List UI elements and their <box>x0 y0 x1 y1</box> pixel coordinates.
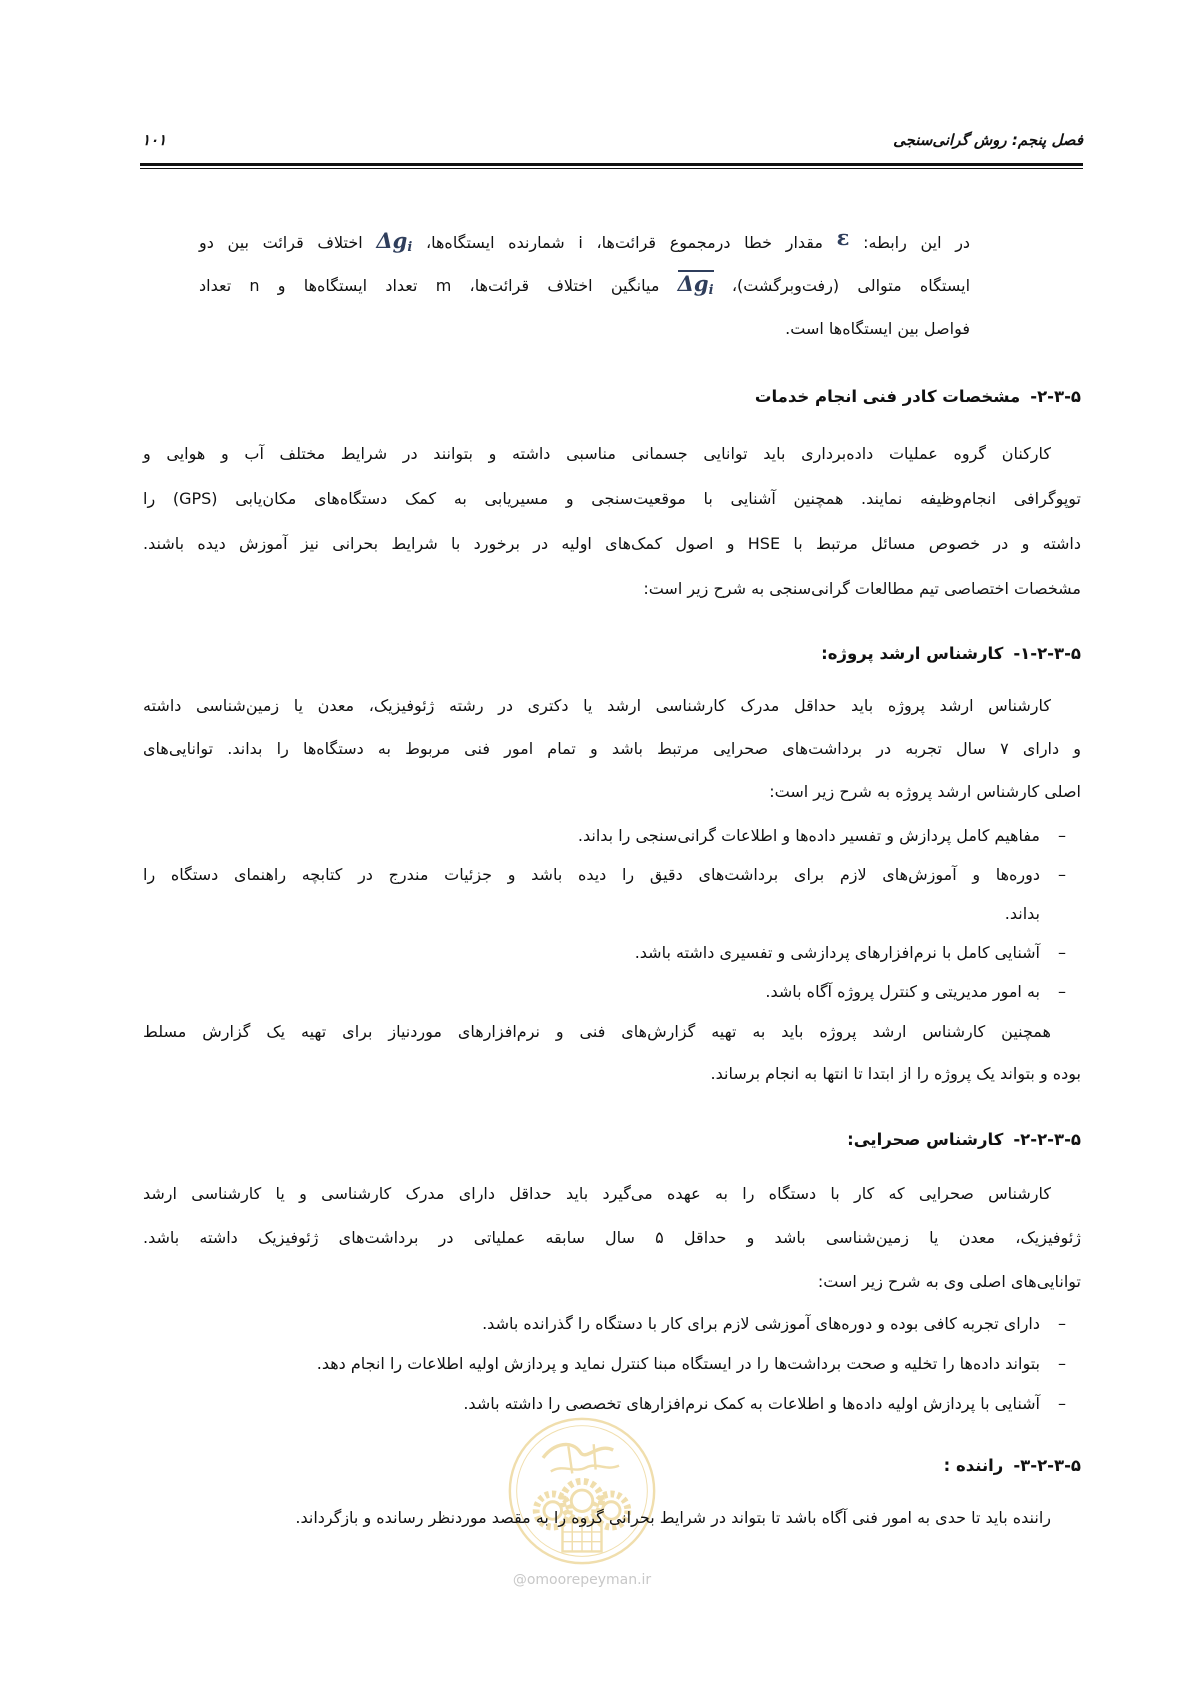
variable-definitions <box>199 221 970 350</box>
body-text <box>143 221 1081 1540</box>
list-item <box>143 1384 1081 1424</box>
paragraph <box>143 431 1081 611</box>
page-number: ۱۰۱ <box>142 131 167 149</box>
paragraph-line: توانایی‌های اصلی وی به شرح زیر است: <box>817 1272 1081 1291</box>
paragraph-line: بوده و بتواند یک پروژه را از ابتدا تا انتها به انجام برساند. <box>710 1064 1081 1083</box>
section-title: کارشناس صحرایی: <box>847 1130 1004 1149</box>
list-item-text: مفاهیم کامل پردازش و تفسیر داده‌ها و اطلاعات گرانی‌سنجی را بداند. <box>577 826 1040 845</box>
variable-i: i <box>578 233 583 252</box>
text-segment: شمارنده ایستگاه‌ها، <box>425 233 565 252</box>
section-heading <box>143 375 1081 419</box>
bullet-list <box>143 1304 1081 1424</box>
section-title: کارشناس ارشد پروژه: <box>821 644 1004 663</box>
list-item <box>143 855 1081 933</box>
delta-g-base: Δg <box>677 271 709 296</box>
variable-m: m <box>435 276 452 295</box>
paragraph-line <box>199 221 970 264</box>
list-item <box>143 933 1081 972</box>
paragraph-line <box>199 264 970 307</box>
paragraph-line: کارشناس صحرایی که کار با دستگاه را به عهده می‌گیرد باید حداقل دارای مدرک کارشناسی و یا کارشناسی ارشد <box>143 1184 1051 1203</box>
list-item-line: دوره‌ها و آموزش‌های لازم برای برداشت‌های دقیق را دیده باشد و جزئیات مندرج در کتابچه راهنمای دستگاه را <box>143 865 1040 884</box>
section-heading <box>143 1444 1081 1488</box>
bullet-dash: – <box>1058 826 1066 845</box>
paragraph-line: راننده باید تا حدی به امور فنی آگاه باشد تا بتواند در شرایط بحرانی گروه را به مقصد موردنظر رسانده و بازگرداند. <box>295 1508 1051 1527</box>
paragraph-line: توپوگرافی انجام‌وظیفه نمایند. همچنین آشنایی با موقعیت‌سنجی و مسیریابی به کمک دستگاه‌های مکان‌یابی (GPS) را <box>143 489 1082 508</box>
watermark-url: @omoorepeyman.ir <box>512 1572 652 1588</box>
paragraph <box>143 1496 1081 1540</box>
section-title: مشخصات کادر فنی انجام خدمات <box>754 387 1021 406</box>
list-item-text: آشنایی با پردازش اولیه داده‌ها و اطلاعات به کمک نرم‌افزارهای تخصصی را داشته باشد. <box>463 1394 1040 1413</box>
list-item-text: آشنایی کامل با نرم‌افزارهای پردازشی و تفسیری داشته باشد. <box>634 943 1040 962</box>
text-segment: مقدار خطا درمجموع قرائت‌ها، <box>596 233 823 252</box>
list-item <box>143 972 1081 1011</box>
paragraph-line: اصلی کارشناس ارشد پروژه به شرح زیر است: <box>769 782 1081 801</box>
text-segment: در این رابطه: <box>863 233 971 252</box>
section-number: ۵-۳-۲-۳- <box>1013 1456 1081 1475</box>
list-item-text <box>143 855 1040 933</box>
paragraph-line: کارکنان گروه عملیات داده‌برداری باید توانایی جسمانی مناسبی داشته و بتوانند در شرایط مختلف آب و هوایی و <box>143 444 1051 463</box>
paragraph <box>143 1011 1081 1095</box>
paragraph-line: همچنین کارشناس ارشد پروژه باید به تهیه گزارش‌های فنی و نرم‌افزارهای موردنیاز برای تهیه یک گزارش مسلط <box>143 1022 1051 1041</box>
list-item-text: به امور مدیریتی و کنترل پروژه آگاه باشد. <box>765 982 1040 1001</box>
paragraph-line: داشته و در خصوص مسائل مرتبط با HSE و اصول کمک‌های اولیه در برخورد با شرایط بحرانی نیز آموزش دیده باشند. <box>143 534 1082 553</box>
section-number: ۵-۳-۲- <box>1030 387 1081 406</box>
text-segment: میانگین اختلاف قرائت‌ها، <box>469 276 660 295</box>
bullet-dash: – <box>1058 865 1066 884</box>
list-item-line: بداند. <box>1004 904 1040 923</box>
mean-delta-g-symbol <box>677 270 714 298</box>
section-number: ۵-۳-۲-۱- <box>1013 644 1081 663</box>
bullet-dash: – <box>1058 943 1066 962</box>
section-title: راننده : <box>943 1456 1004 1475</box>
text-segment: ایستگاه متوالی (رفت‌وبرگشت)، <box>731 276 971 295</box>
text-segment: اختلاف قرائت بین دو <box>199 233 363 252</box>
section-number: ۵-۳-۲-۲- <box>1013 1130 1081 1149</box>
bullet-dash: – <box>1058 1314 1066 1333</box>
text-segment: تعداد ایستگاه‌ها و <box>277 276 418 295</box>
chapter-title: فصل پنجم: روش گرانی‌سنجی <box>893 131 1083 149</box>
header-rule-thin <box>140 168 1083 169</box>
bullet-dash: – <box>1058 1354 1066 1373</box>
variable-n: n <box>249 276 260 295</box>
bullet-dash: – <box>1058 982 1066 1001</box>
text-segment: تعداد <box>199 276 232 295</box>
paragraph-line: مشخصات اختصاصی تیم مطالعات گرانی‌سنجی به شرح زیر است: <box>643 579 1081 598</box>
paragraph-line: فواصل بین ایستگاه‌ها است. <box>785 319 970 338</box>
list-item-text: بتواند داده‌ها را تخلیه و صحت برداشت‌ها را در ایستگاه مبنا کنترل نماید و پردازش اولیه اطلاعات را انجام دهد. <box>316 1354 1040 1373</box>
paragraph <box>143 1172 1081 1304</box>
delta-g-subscript: i <box>708 283 714 298</box>
paragraph <box>143 684 1081 813</box>
bullet-dash: – <box>1058 1394 1066 1413</box>
list-item-text: دارای تجربه کافی بوده و دوره‌های آموزشی لازم برای کار با دستگاه را گذرانده باشد. <box>482 1314 1040 1333</box>
section-heading <box>143 632 1081 676</box>
running-header <box>140 126 1083 154</box>
paragraph-line: کارشناس ارشد پروژه باید حداقل مدرک کارشناسی ارشد یا دکتری در رشته ژئوفیزیک، معدن یا زمین‌شناسی داشته <box>143 696 1051 715</box>
delta-g-subscript: i <box>407 240 413 255</box>
header-rule-thick <box>140 163 1083 166</box>
delta-g-symbol <box>376 228 413 255</box>
epsilon-symbol: ε <box>836 225 850 250</box>
paragraph-line: و دارای ۷ سال تجربه در برداشت‌های صحرایی مرتبط باشد و تمام امور فنی مربوط به دستگاه‌ها را بداند. توانایی‌های <box>143 739 1082 758</box>
section-heading <box>143 1118 1081 1162</box>
list-item <box>143 1304 1081 1344</box>
list-item <box>143 816 1081 855</box>
bullet-list <box>143 816 1081 1011</box>
list-item <box>143 1344 1081 1384</box>
paragraph-line: ژئوفیزیک، معدن یا زمین‌شناسی باشد و حداقل ۵ سال سابقه عملیاتی در برداشت‌های ژئوفیزیک داشته باشد. <box>143 1228 1081 1247</box>
delta-g-base: Δg <box>376 228 408 253</box>
